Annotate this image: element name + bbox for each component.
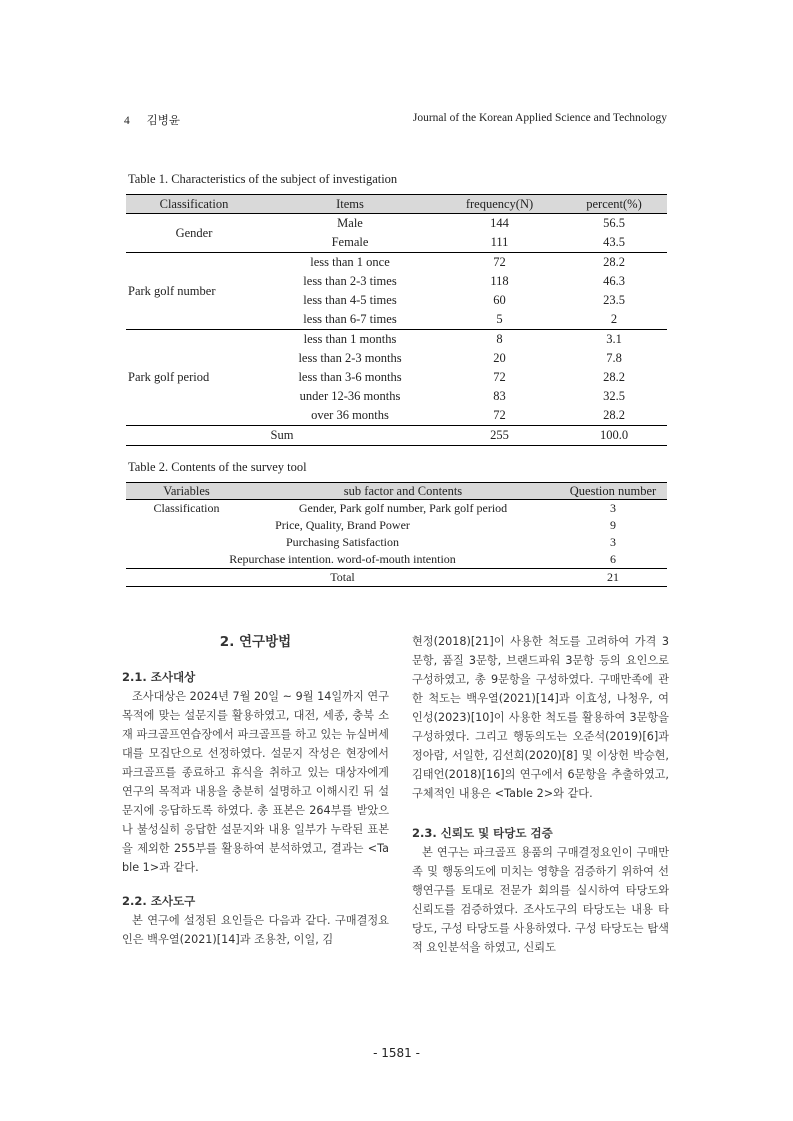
running-header xyxy=(124,112,667,128)
paragraph-2-3: 본 연구는 파크골프 용품의 구매결정요인이 구매만족 및 행동의도에 미치는 영향을 검증하기 위하여 선행연구를 토대로 전문가 회의를 실시하여 타당도와 신뢰도를 검증하였다. 조사도구의 타당도는 내용 타당도, 구성 타당도를 사용하였다. 구성 타당도는 탐색적 요인분석을 하였고, 신뢰도 xyxy=(412,846,669,954)
table-cell: 118 xyxy=(490,274,509,288)
table2-header-row xyxy=(126,483,667,500)
table-cell: 7.8 xyxy=(606,351,622,365)
table2-caption: Table 2. Contents of the survey tool xyxy=(128,460,307,474)
table-cell: less than 1 once xyxy=(262,253,438,273)
number-cell: 3 xyxy=(610,535,616,549)
table-cell: 72 xyxy=(493,408,506,422)
table-cell: less than 6-7 times xyxy=(303,312,397,326)
section-title: 2. 연구방법 xyxy=(219,634,292,650)
table-row xyxy=(126,534,667,551)
header-journal: Journal of the Korean Applied Science and Technology xyxy=(412,112,667,124)
table-cell: Female xyxy=(331,235,369,249)
table-cell: Male xyxy=(337,216,363,230)
table1 xyxy=(126,194,667,446)
table1-sum-row xyxy=(126,426,667,446)
contents-cell: Gender, Park golf number, Park golf period xyxy=(298,501,508,515)
number-cell: 9 xyxy=(610,518,616,532)
table-row xyxy=(126,551,667,569)
right-column xyxy=(412,632,669,957)
table-cell: 83 xyxy=(493,389,506,403)
table2-header: sub factor and Contents xyxy=(247,483,559,500)
table-cell: less than 2-3 months xyxy=(298,351,402,365)
page-number: - 1581 - xyxy=(373,1046,420,1060)
table-cell: 28.2 xyxy=(603,408,625,422)
table-cell: 56.5 xyxy=(603,216,625,230)
table-cell: less than 1 months xyxy=(262,330,438,350)
table1-header: percent(%) xyxy=(561,195,667,214)
table-cell: 72 xyxy=(493,370,506,384)
header-author: 김병윤 xyxy=(146,115,180,127)
subsection-title-2-3: 2.3. 신뢰도 및 타당도 검증 xyxy=(412,826,553,840)
table-cell: 111 xyxy=(490,235,509,249)
contents-cell: Price, Quality, Brand Power xyxy=(275,518,410,532)
sum-frequency: 255 xyxy=(438,426,561,446)
table-cell: 28.2 xyxy=(561,253,667,273)
table2-total-row xyxy=(126,569,667,587)
contents-cell: Repurchase intention. word-of-mouth intention xyxy=(229,552,456,566)
table-cell: 20 xyxy=(493,351,506,365)
subsection-title-2-2: 2.2. 조사도구 xyxy=(122,894,196,908)
table2-header: Variables xyxy=(126,483,247,500)
variable-cell: Classification xyxy=(153,501,220,515)
subsection-title-2-1: 2.1. 조사대상 xyxy=(122,670,196,684)
header-page-number: 4 xyxy=(124,115,130,127)
table-cell: less than 4-5 times xyxy=(303,293,397,307)
total-number: 21 xyxy=(559,569,667,587)
table-cell: 144 xyxy=(490,216,509,230)
paragraph-2-2-continued: 현정(2018)[21]이 사용한 척도를 고려하여 가격 3문항, 품질 3문항, 브랜드파워 3문항 등의 요인으로 구성하였고, 총 9문항을 구성하였다. 구매만족에 관한 척도는 백우열(2021)[14]과 이효성, 나청우, 여인성(2023)[10]이 사용한 척도를 활용하여 3문항을 구성하였다. 그리고 행동의도는 오준석(2019)[6]과 정아람, 서일한, 김선희(2020)[8] 및 이상헌 박승현, 김태언(2018)[16]의 연구에서 6문항을 추출하였고, 구체적인 내용은 <Table 2>와 같다. xyxy=(412,635,669,800)
table-cell: 5 xyxy=(496,312,503,326)
table2 xyxy=(126,482,667,587)
table-cell: 32.5 xyxy=(603,389,625,403)
table1-header: Classification xyxy=(126,195,262,214)
table-cell: 72 xyxy=(438,253,561,273)
table-cell: 43.5 xyxy=(603,235,625,249)
contents-cell: Purchasing Satisfaction xyxy=(286,535,399,549)
number-cell: 6 xyxy=(610,552,616,566)
group-label-gender: Gender xyxy=(175,225,213,240)
table-row xyxy=(126,500,667,518)
total-label: Total xyxy=(126,569,559,587)
paragraph-2-1: 조사대상은 2024년 7월 20일 ~ 9월 14일까지 연구목적에 맞는 설문지를 활용하였고, 대전, 세종, 충북 소재 파크골프연습장에서 파크골프를 하고 있는 뉴실버세대를 모집단으로 선정하였다. 설문지 작성은 현장에서 파크골프를 종료하고 휴식을 취하고 있는 대상자에게 연구의 목적과 내용을 충분히 설명하고 이해시킨 뒤 설문지에 응답하도록 하였다. 총 표본은 264부를 받았으나 불성실히 응답한 설문지와 내용 일부가 누락된 표본을 제외한 255부를 활용하여 분석하였고, 결과는 <Table 1>과 같다. xyxy=(122,690,389,874)
table-row xyxy=(126,517,667,534)
table-row xyxy=(126,253,667,273)
number-cell: 3 xyxy=(610,501,616,515)
table-cell: 28.2 xyxy=(603,370,625,384)
table-cell: 3.1 xyxy=(561,330,667,350)
table-row xyxy=(126,330,667,350)
table-cell: 60 xyxy=(493,293,506,307)
table1-header: Items xyxy=(262,195,438,214)
table-cell: less than 3-6 months xyxy=(298,370,402,384)
table-cell: less than 2-3 times xyxy=(303,274,397,288)
table-cell: over 36 months xyxy=(311,408,389,422)
table-cell: under 12-36 months xyxy=(299,389,401,403)
table1-header-row xyxy=(126,195,667,214)
table-cell: 8 xyxy=(438,330,561,350)
table-cell: 23.5 xyxy=(603,293,625,307)
group-label-park-golf-number: Park golf number xyxy=(126,253,262,330)
group-label-park-golf-period: Park golf period xyxy=(126,330,262,426)
left-column xyxy=(122,632,389,949)
table1-caption: Table 1. Characteristics of the subject of investigation xyxy=(128,172,398,186)
table-row xyxy=(126,214,667,234)
table1-header: frequency(N) xyxy=(438,195,561,214)
table2-header: Question number xyxy=(559,483,667,500)
sum-percent: 100.0 xyxy=(561,426,667,446)
table-cell: 2 xyxy=(610,312,618,326)
paragraph-2-2: 본 연구에 설정된 요인들은 다음과 같다. 구매결정요인은 백우열(2021)[14]과 조용찬, 이일, 김 xyxy=(122,914,389,946)
sum-label: Sum xyxy=(126,426,438,446)
table-cell: 46.3 xyxy=(603,274,625,288)
